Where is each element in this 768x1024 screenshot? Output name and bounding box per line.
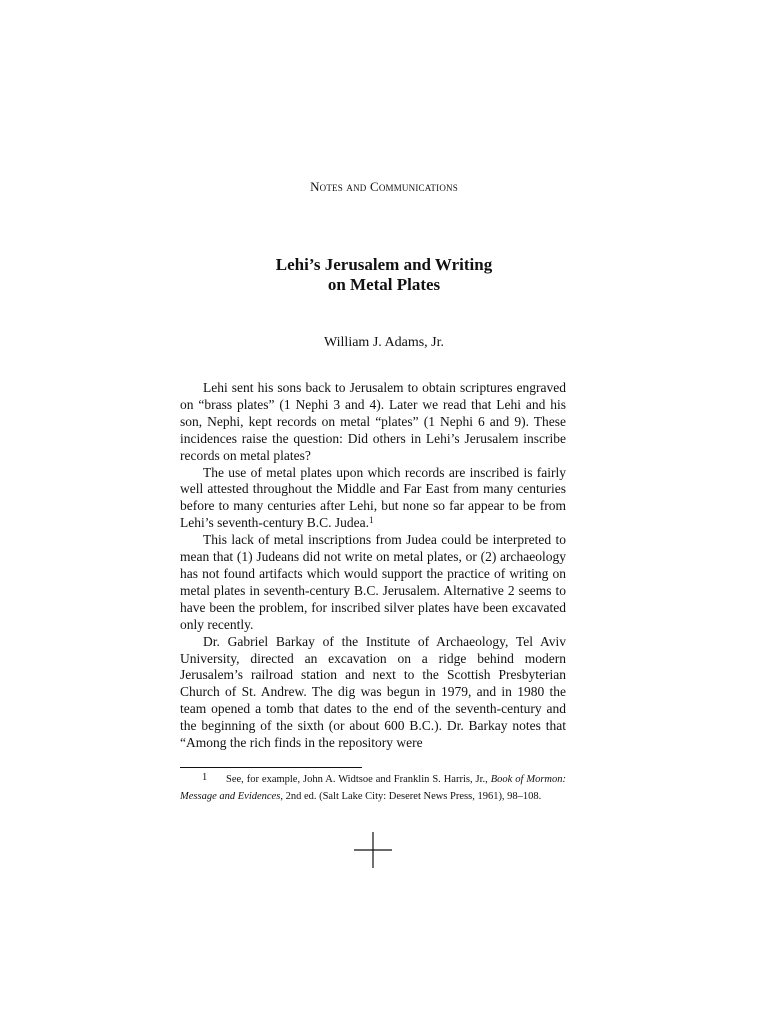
paragraph-1: Lehi sent his sons back to Jerusalem to obtain scriptures engraved on “brass plates” (1 Nephi 3 and 4). Later we read that Lehi and his son, Nephi, kept records on metal “plates” (1 Nephi 6 and 9). These incidences raise the question: Did others in Lehi’s Jerusalem inscribe records on metal plates? <box>180 380 566 463</box>
article-body <box>180 380 566 752</box>
footnote <box>180 770 566 805</box>
paragraph-2-text: The use of metal plates upon which records are inscribed is fairly well attested throughout the Middle and Far East from many centuries before to many centuries after Lehi, but none so far appear to be from Lehi’s seventh-century B.C. Judea. <box>180 464 566 531</box>
article-title-line-1: Lehi’s Jerusalem and Writing <box>275 255 493 274</box>
crop-mark-icon <box>354 832 392 868</box>
footnote-book-title: Book of Mormon: Message and Evidences <box>180 774 566 802</box>
article-title-line-2: on Metal Plates <box>327 275 441 294</box>
paragraph-4: Dr. Gabriel Barkay of the Institute of Archaeology, Tel Aviv University, directed an excavation on a ridge behind modern Jerusalem’s railroad station and next to the Scottish Presbyterian Church of St. Andrew. The dig was begun in 1979, and in 1980 the team opened a tomb that dates to the end of the seventh-century and the beginning of the sixth (or about 600 B.C.). Dr. Barkay notes that “Among the rich finds in the repository were <box>180 633 566 751</box>
paragraph-2 <box>180 465 566 533</box>
paragraph-3: This lack of metal inscriptions from Judea could be interpreted to mean that (1) Judeans did not write on metal plates, or (2) archaeology has not found artifacts which would support the practice of writing on metal plates in seventh-century B.C. Jerusalem. Alternative 2 seems to have been the problem, for inscribed silver plates have been excavated only recently. <box>180 532 566 632</box>
section-label: Notes and Communications <box>310 179 458 194</box>
footnote-number: 1 <box>202 772 208 783</box>
author-name: William J. Adams, Jr. <box>324 335 444 350</box>
article-title <box>0 255 768 295</box>
footnote-reference[interactable]: 1 <box>368 515 374 526</box>
footnote-text-before: See, for example, John A. Widtsoe and Franklin S. Harris, Jr., <box>226 774 491 785</box>
footnote-divider <box>180 767 362 768</box>
footnote-text-after: , 2nd ed. (Salt Lake City: Deseret News Press, 1961), 98–108. <box>280 790 542 802</box>
